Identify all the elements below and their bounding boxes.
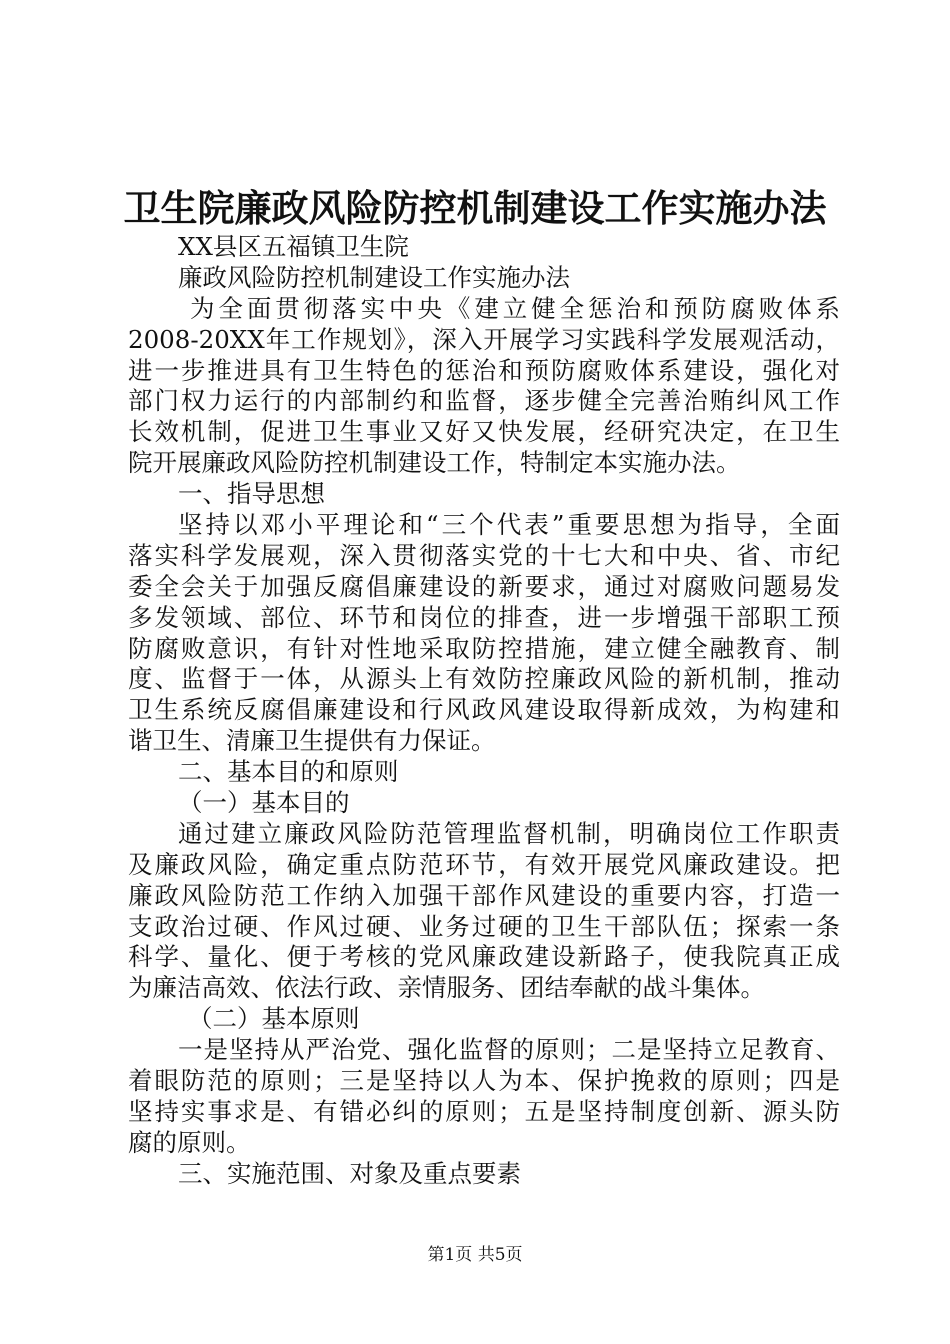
paragraph-line: 多发领域、部位、环节和岗位的排查，进一步增强干部职工预: [128, 602, 840, 632]
subsection-heading: （二）基本原则: [188, 1004, 360, 1034]
paragraph-line: 度、监督于一体，从源头上有效防控廉政风险的新机制，推动: [128, 664, 840, 694]
paragraph-line: 2008-20XX年工作规划》，深入开展学习实践科学发展观活动，: [128, 324, 840, 354]
paragraph-line: 院开展廉政风险防控机制建设工作，特制定本实施办法。: [128, 448, 741, 478]
document-title: 卫生院廉政风险防控机制建设工作实施办法: [123, 186, 827, 230]
paragraph-line: 卫生系统反腐倡廉建设和行风政风建设取得新成效，为构建和: [128, 695, 840, 725]
paragraph-line: 着眼防范的原则；三是坚持以人为本、保护挽救的原则；四是: [128, 1066, 840, 1096]
org-name-line: XX县区五福镇卫生院: [178, 232, 409, 261]
paragraph-line: 及廉政风险，确定重点防范环节，有效开展党风廉政建设。把: [128, 849, 840, 879]
paragraph-line: 长效机制，促进卫生事业又好又快发展，经研究决定，在卫生: [128, 417, 840, 447]
paragraph-line: 落实科学发展观，深入贯彻落实党的十七大和中央、省、市纪: [128, 540, 840, 570]
paragraph-line: 部门权力运行的内部制约和监督，逐步健全完善治贿纠风工作: [128, 386, 840, 416]
paragraph-line: 谐卫生、清廉卫生提供有力保证。: [128, 726, 496, 756]
paragraph-line: 坚持以邓小平理论和“三个代表”重要思想为指导，全面: [178, 510, 840, 540]
paragraph-line: 科学、量化、便于考核的党风廉政建设新路子，使我院真正成: [128, 942, 840, 972]
section-heading: 三、实施范围、对象及重点要素: [178, 1158, 521, 1188]
paragraph-line: 委全会关于加强反腐倡廉建设的新要求，通过对腐败问题易发: [128, 571, 840, 601]
paragraph-line: 腐的原则。: [128, 1127, 251, 1157]
section-heading: 二、基本目的和原则: [178, 757, 399, 787]
paragraph-line: 通过建立廉政风险防范管理监督机制，明确岗位工作职责: [178, 818, 840, 848]
paragraph-line: 防腐败意识，有针对性地采取防控措施，建立健全融教育、制: [128, 633, 840, 663]
paragraph-line: 廉政风险防范工作纳入加强干部作风建设的重要内容，打造一: [128, 880, 840, 910]
section-heading: 一、指导思想: [178, 479, 325, 509]
paragraph-line: 为廉洁高效、依法行政、亲情服务、团结奉献的战斗集体。: [128, 973, 765, 1003]
document-body: [128, 232, 840, 1190]
subsection-heading: （一）基本目的: [178, 788, 350, 818]
paragraph-line: 为全面贯彻落实中央《建立健全惩治和预防腐败体系: [190, 293, 840, 323]
paragraph-line: 支政治过硬、作风过硬、业务过硬的卫生干部队伍；探索一条: [128, 911, 840, 941]
paragraph-line: 一是坚持从严治党、强化监督的原则；二是坚持立足教育、: [178, 1035, 840, 1065]
subtitle-line: 廉政风险防控机制建设工作实施办法: [178, 262, 570, 292]
paragraph-line: 进一步推进具有卫生特色的惩治和预防腐败体系建设，强化对: [128, 355, 840, 385]
page-footer: 第1页 共5页: [427, 1245, 523, 1265]
paragraph-line: 坚持实事求是、有错必纠的原则；五是坚持制度创新、源头防: [128, 1096, 840, 1126]
